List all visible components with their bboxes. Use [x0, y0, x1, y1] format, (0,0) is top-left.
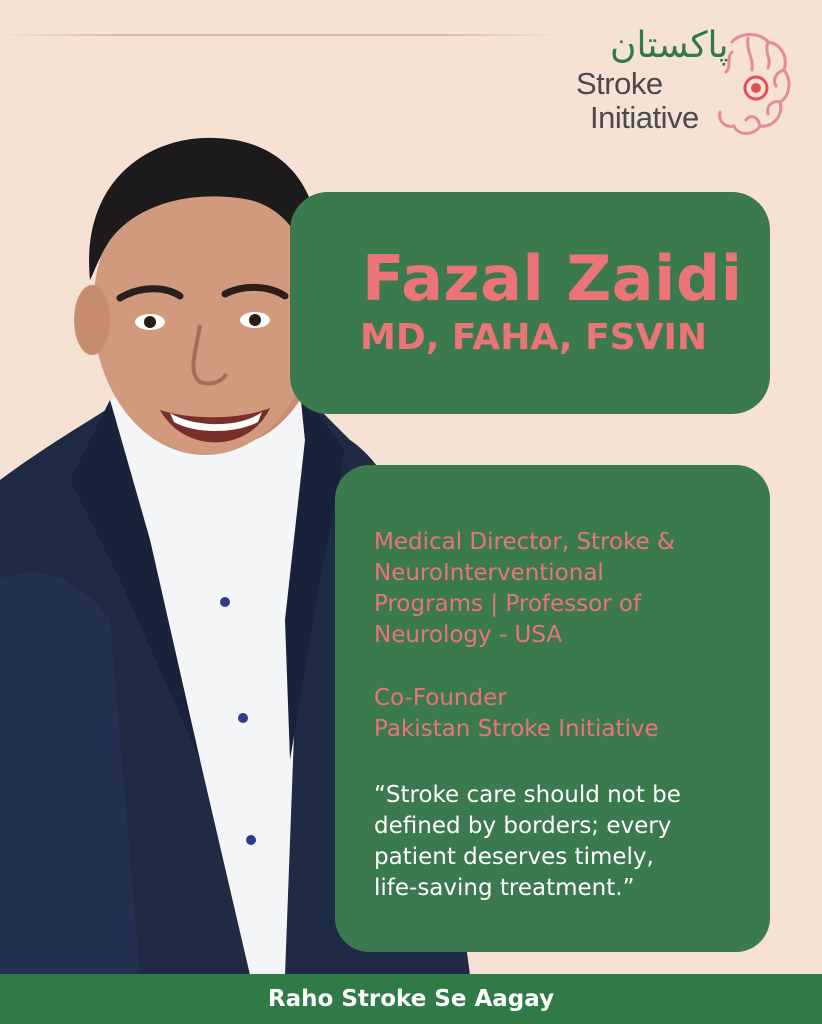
role-line: NeuroInterventional — [374, 560, 604, 586]
top-divider-line — [0, 34, 560, 36]
footer-banner — [0, 974, 822, 1024]
role-description — [374, 527, 754, 651]
quote-line: defined by borders; every — [374, 813, 672, 839]
quote-line: “Stroke care should not be — [374, 782, 681, 808]
footer-tagline: Raho Stroke Se Aagay — [267, 986, 555, 1012]
role-line: Neurology - USA — [374, 622, 563, 648]
cofounder-description — [374, 683, 754, 745]
logo-text-initiative: Initiative — [590, 100, 699, 135]
logo-urdu-text: پاکستان — [610, 25, 729, 66]
logo-text-stroke: Stroke — [576, 66, 663, 101]
quote — [374, 780, 754, 904]
person-name: Fazal Zaidi — [362, 242, 743, 315]
role-line: Medical Director, Stroke & — [374, 529, 675, 555]
cofounder-line: Co-Founder — [374, 685, 507, 711]
stroke-initiative-logo — [570, 24, 790, 144]
quote-line: patient deserves timely, — [374, 844, 654, 870]
quote-line: life-saving treatment.” — [374, 875, 635, 901]
person-credentials: MD, FAHA, FSVIN — [360, 317, 708, 358]
role-line: Programs | Professor of — [374, 591, 642, 617]
cofounder-line: Pakistan Stroke Initiative — [374, 716, 659, 742]
brain-icon — [702, 28, 792, 140]
